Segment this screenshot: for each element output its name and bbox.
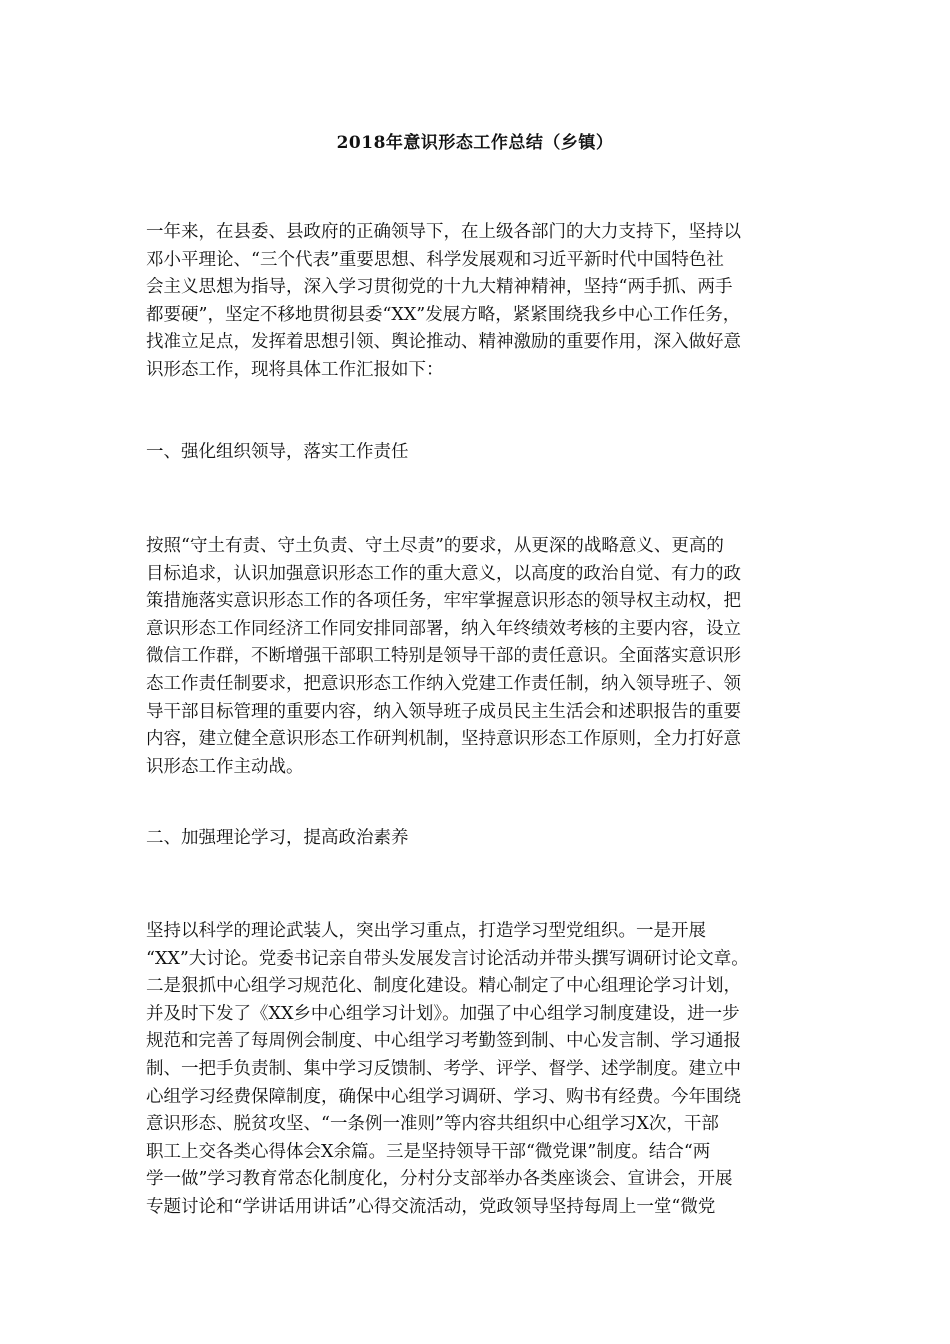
section-2-body: 坚持以科学的理论武装人，突出学习重点，打造学习型党组织。一是开展 “XX”大讨论。党委书记亲自带头发展发言讨论活动并带头撰写调研讨论文章。 二是狠抓中心组学习规范化、制度化建设。精心制定了中心组理论学习计划， 并及时下发了《XX乡中心组学习计划》。加强了中心组学习制度建设，进一步 规范和完善了每周例会制度、中心组学习考勤签到制、中心发言制、学习通报 制、一把手负责制、集中学习反馈制、考学、评学、督学、述学制度。建立中 心组学习经费保障制度，确保中心组学习调研、学习、购书有经费。今年围绕 意识形态、脱贫攻坚、“一条例一准则”等内容共组织中心组学习X次，干部 职工上交各类心得体会X余篇。三是坚持领导干部“微党课”制度。结合“两 学一做”学习教育常态化制度化，分村分支部举办各类座谈会、宣讲会，开展 专题讨论和“学讲话用讲话”心得交流活动，党政领导坚持每周上一堂“微党 bbox=[146, 921, 749, 1217]
section-1-body: 按照“守土有责、守土负责、守土尽责”的要求，从更深的战略意义、更高的 目标追求，认识加强意识形态工作的重大意义，以高度的政治自觉、有力的政 策措施落实意识形态工作的各项任务，牢牢掌握意识形态的领导权主动权，把 意识形态工作同经济工作同安排同部署，纳入年终绩效考核的主要内容，设立 微信工作群，不断增强干部职工特别是领导干部的责任意识。全面落实意识形 态工作责任制要求，把意识形态工作纳入党建工作责任制，纳入领导班子、领 导干部目标管理的重要内容，纳入领导班子成员民主生活会和述职报告的重要 内容，建立健全意识形态工作研判机制，坚持意识形态工作原则，全力打好意 识形态工作主动战。 bbox=[146, 536, 741, 777]
intro-paragraph: 一年来，在县委、县政府的正确领导下，在上级各部门的大力支持下，坚持以 邓小平理论、“三个代表”重要思想、科学发展观和习近平新时代中国特色社 会主义思想为指导，深入学习贯彻党的十九大精神精神，坚持“两手抓、两手 都要硬”，坚定不移地贯彻县委“XX”发展方略，紧紧围绕我乡中心工作任务， 找准立足点，发挥着思想引领、舆论推动、精神激励的重要作用，深入做好意 识形态工作，现将具体工作汇报如下： bbox=[146, 222, 741, 380]
document-title: 2018年意识形态工作总结（乡镇） bbox=[336, 133, 614, 153]
section-2-heading: 二、加强理论学习，提高政治素养 bbox=[146, 828, 409, 848]
section-1-heading: 一、强化组织领导，落实工作责任 bbox=[146, 442, 409, 462]
